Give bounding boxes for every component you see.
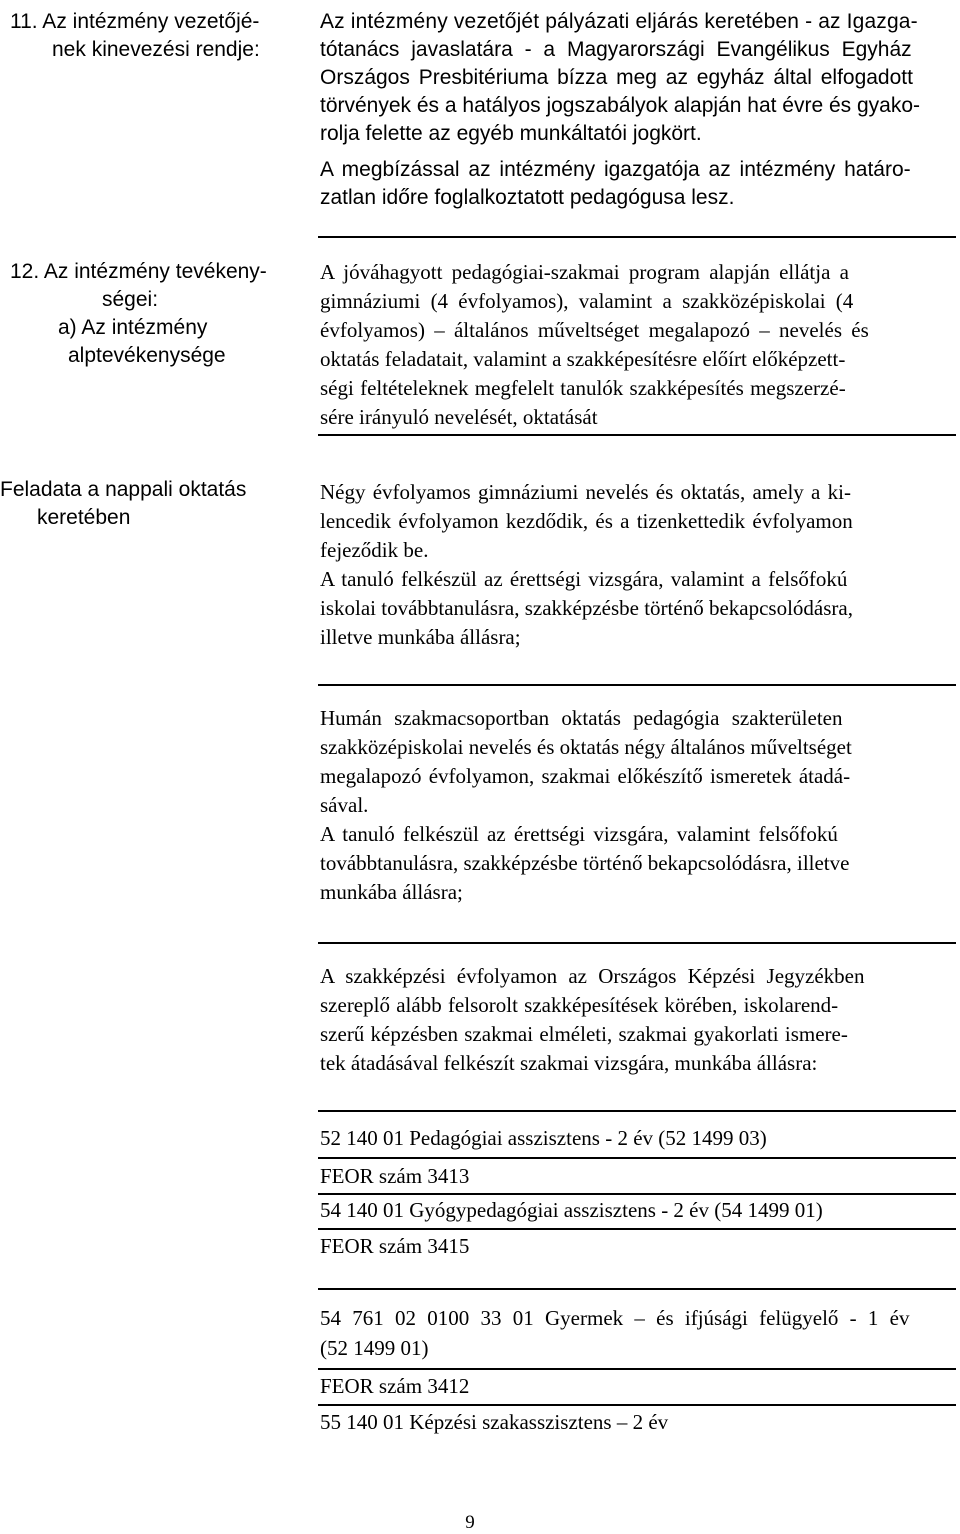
text-line: ségi feltételeknek megfelelt tanulók szakképesítés megszerzé- <box>320 376 846 400</box>
text-line: A szakképzési évfolyamon az Országos Képzési Jegyzékben <box>320 964 865 988</box>
text-line: Országos Presbitériuma bízza meg az egyház által elfogadott <box>320 66 913 89</box>
qualification-line: 54 761 02 0100 33 01 Gyermek – és ifjúsági felügyelő - 1 év <box>320 1306 910 1330</box>
row-divider <box>318 684 956 686</box>
qualification-line: (52 1499 01) <box>320 1336 429 1360</box>
text-line: törvények és a hatályos jogszabályok alapján hat évre és gyako- <box>320 94 921 117</box>
label-line: Feladata a nappali oktatás <box>0 478 247 501</box>
qualification-line: 54 140 01 Gyógypedagógiai asszisztens - 2 év (54 1499 01) <box>320 1198 823 1222</box>
text-line: gimnáziumi (4 évfolyamos), valamint a szakközépiskolai (4 <box>320 289 854 313</box>
text-line: megalapozó évfolyamon, szakmai előkészítő ismeretek átadá- <box>320 764 851 788</box>
label-line: 11. Az intézmény vezetőjé- <box>10 10 260 33</box>
text-line: szakközépiskolai nevelés és oktatás négy általános műveltséget <box>320 735 852 759</box>
section-11-label <box>10 8 280 64</box>
text-line: munkába állásra; <box>320 880 463 904</box>
label-line: a) Az intézmény <box>58 316 208 339</box>
row-divider <box>318 236 956 238</box>
text-line: évfolyamos) – általános műveltséget megalapozó – nevelés és <box>320 318 869 342</box>
label-line: 12. Az intézmény tevékeny- <box>10 260 267 283</box>
text-line: tótanács javaslatára - a Magyarországi Evangélikus Egyház <box>320 38 912 61</box>
szakkepzesi-text <box>320 962 954 1078</box>
text-line: sére irányuló nevelését, oktatását <box>320 405 598 429</box>
text-line: szerű képzésben szakmai elméleti, szakmai gyakorlati ismere- <box>320 1022 848 1046</box>
row-divider <box>318 1157 956 1159</box>
row-divider <box>318 1404 956 1406</box>
row-divider <box>318 942 956 944</box>
row-divider <box>318 1110 956 1112</box>
row-divider <box>318 1193 956 1195</box>
text-line: zatlan időre foglalkoztatott pedagógusa lesz. <box>320 186 735 209</box>
text-line: lencedik évfolyamon kezdődik, és a tizenkettedik évfolyamon <box>320 509 853 533</box>
row-divider <box>318 1368 956 1370</box>
feor-line: FEOR szám 3413 <box>320 1164 470 1188</box>
row-divider <box>318 1288 956 1290</box>
feladata-label <box>0 476 290 532</box>
text-line: illetve munkába állásra; <box>320 625 521 649</box>
qualification-line: 52 140 01 Pedagógiai asszisztens - 2 év (52 1499 03) <box>320 1126 767 1150</box>
label-line: nek kinevezési rendje: <box>52 38 260 61</box>
text-line: sával. <box>320 793 369 817</box>
text-line: továbbtanulásra, szakképzésbe történő bekapcsolódásra, illetve <box>320 851 850 875</box>
gimnazium-text <box>320 478 954 652</box>
page-number: 9 <box>465 1512 475 1533</box>
text-line: szereplő alább felsorolt szakképesítések körében, iskolarend- <box>320 993 839 1017</box>
row-divider <box>318 1228 956 1230</box>
text-line: fejeződik be. <box>320 538 429 562</box>
feor-line: FEOR szám 3415 <box>320 1234 470 1258</box>
text-line: A tanuló felkészül az érettségi vizsgára, valamint felsőfokú <box>320 822 838 846</box>
human-szakmacsoport-text <box>320 704 954 907</box>
row-divider <box>318 434 956 436</box>
text-line: Négy évfolyamos gimnáziumi nevelés és oktatás, amely a ki- <box>320 480 851 504</box>
text-line: Humán szakmacsoportban oktatás pedagógia szakterületen <box>320 706 843 730</box>
text-line: A megbízással az intézmény igazgatója az intézmény határo- <box>320 158 911 181</box>
label-line: keretében <box>37 506 131 529</box>
text-line: A tanuló felkészül az érettségi vizsgára, valamint a felsőfokú <box>320 567 848 591</box>
feor-line: FEOR szám 3412 <box>320 1374 470 1398</box>
section-11-text <box>320 8 954 212</box>
qualification-line: 55 140 01 Képzési szakasszisztens – 2 év <box>320 1410 669 1434</box>
section-12-text <box>320 258 954 432</box>
text-line: tek átadásával felkészít szakmai vizsgára, munkába állásra: <box>320 1051 818 1075</box>
text-line: rolja felette az egyéb munkáltatói jogkört. <box>320 122 702 145</box>
text-line: oktatás feladatait, valamint a szakképesítésre előírt előképzett- <box>320 347 846 371</box>
label-line: alptevékenysége <box>68 344 226 367</box>
label-line: ségei: <box>102 288 159 311</box>
text-line: iskolai továbbtanulásra, szakképzésbe történő bekapcsolódásra, <box>320 596 853 620</box>
section-12-label <box>10 258 290 370</box>
text-line: Az intézmény vezetőjét pályázati eljárás keretében - az Igazga- <box>320 10 918 33</box>
text-line: A jóváhagyott pedagógiai-szakmai program alapján ellátja a <box>320 260 849 284</box>
